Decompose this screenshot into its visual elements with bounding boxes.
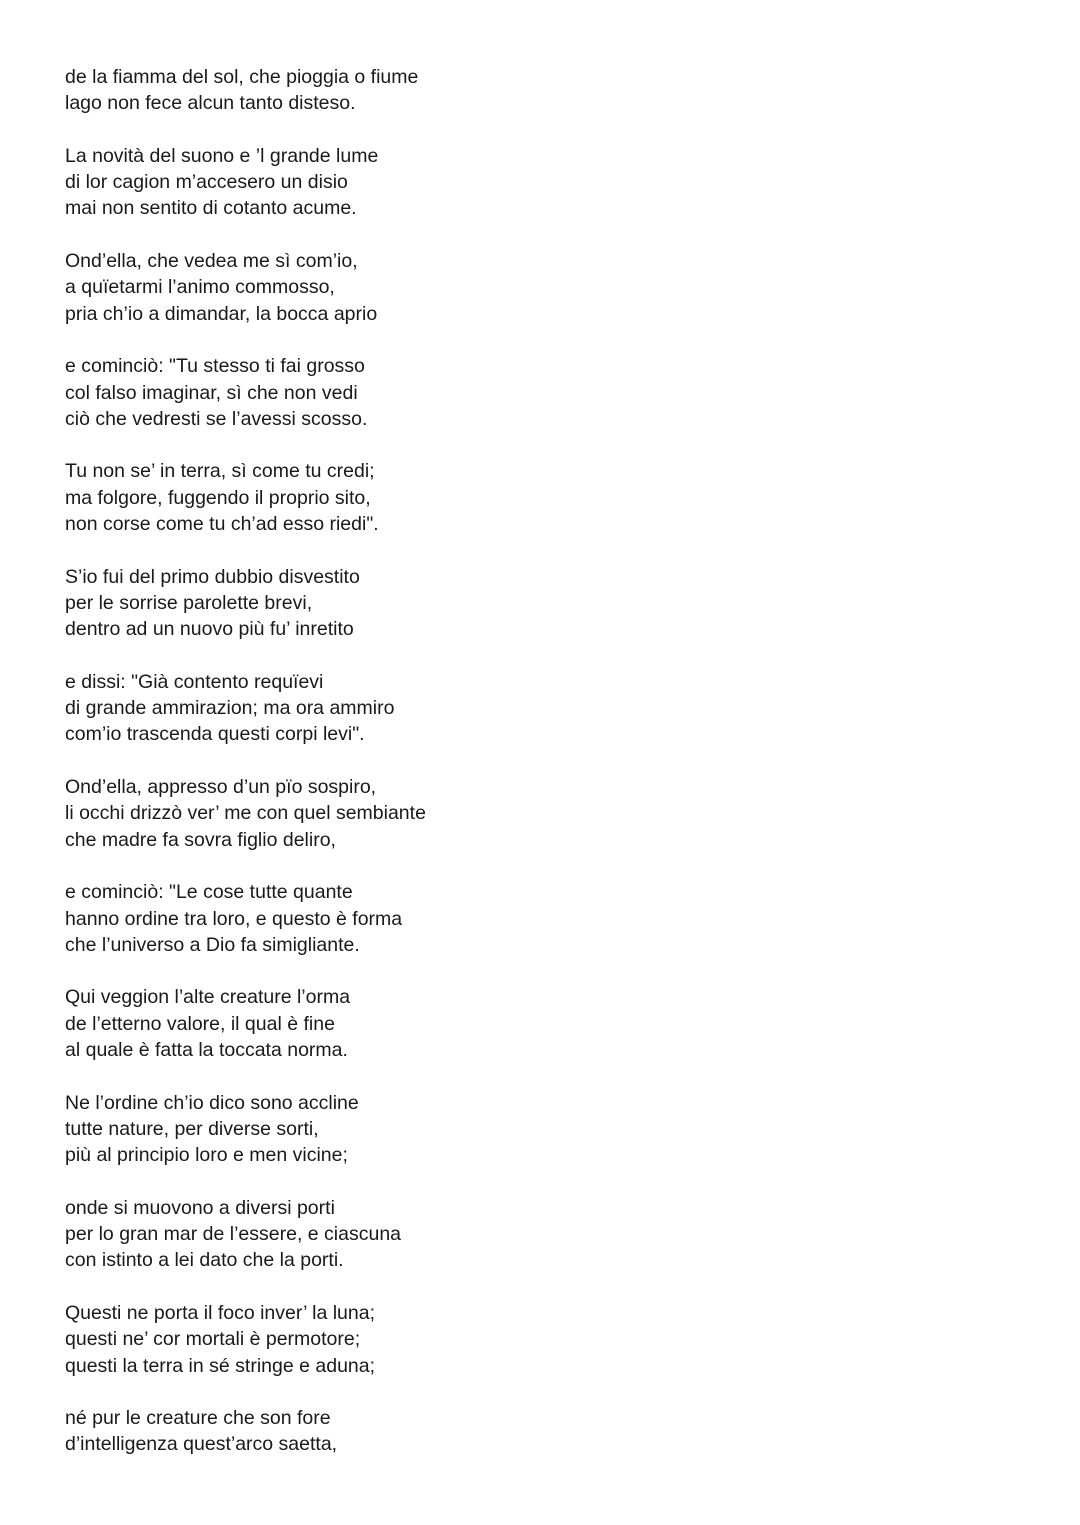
- verse-line: tutte nature, per diverse sorti,: [65, 1117, 319, 1140]
- verse-line: e cominciò: "Le cose tutte quante: [65, 881, 353, 904]
- stanza: [65, 1405, 1025, 1458]
- verse-line: al quale è fatta la toccata norma.: [65, 1038, 348, 1061]
- verse-line: mai non sentito di cotanto acume.: [65, 197, 357, 220]
- stanza: [65, 64, 1025, 117]
- verse-line: e cominciò: "Tu stesso ti fai grosso: [65, 355, 365, 378]
- stanza: [65, 564, 1025, 643]
- verse-line: d’intelligenza quest’arco saetta,: [65, 1433, 338, 1456]
- verse-line: La novità del suono e ’l grande lume: [65, 144, 379, 167]
- verse-line: più al principio loro e men vicine;: [65, 1144, 348, 1167]
- verse-line: Ond’ella, che vedea me sì com’io,: [65, 250, 358, 273]
- verse-line: lago non fece alcun tanto disteso.: [65, 92, 356, 115]
- stanza: [65, 458, 1025, 537]
- verse-line: com’io trascenda questi corpi levi".: [65, 723, 365, 746]
- verse-line: che madre fa sovra figlio deliro,: [65, 828, 336, 851]
- stanza: [65, 1195, 1025, 1274]
- stanza: [65, 143, 1025, 222]
- verse-line: onde si muovono a diversi porti: [65, 1196, 335, 1219]
- verse-line: Questi ne porta il foco inver’ la luna;: [65, 1301, 376, 1324]
- verse-line: li occhi drizzò ver’ me con quel sembiante: [65, 802, 426, 825]
- stanza: [65, 1300, 1025, 1379]
- verse-line: col falso imaginar, sì che non vedi: [65, 381, 358, 404]
- verse-line: non corse come tu ch’ad esso riedi".: [65, 513, 379, 536]
- verse-line: Tu non se’ in terra, sì come tu credi;: [65, 460, 375, 483]
- verse-line: né pur le creature che son fore: [65, 1407, 331, 1430]
- verse-line: hanno ordine tra loro, e questo è forma: [65, 907, 403, 930]
- verse-line: che l’universo a Dio fa simigliante.: [65, 933, 360, 956]
- verse-line: Ne l’ordine ch’io dico sono accline: [65, 1091, 359, 1114]
- stanza: [65, 248, 1025, 327]
- stanza: [65, 1090, 1025, 1169]
- verse-line: questi la terra in sé stringe e aduna;: [65, 1354, 376, 1377]
- verse-line: con istinto a lei dato che la porti.: [65, 1249, 344, 1272]
- verse-line: de la fiamma del sol, che pioggia o fiume: [65, 66, 419, 88]
- stanza: [65, 984, 1025, 1063]
- stanza: [65, 879, 1025, 958]
- verse-line: pria ch’io a dimandar, la bocca aprio: [65, 302, 378, 325]
- verse-line: S’io fui del primo dubbio disvestito: [65, 565, 360, 588]
- verse-line: Qui veggion l’alte creature l’orma: [65, 986, 351, 1009]
- stanza: [65, 774, 1025, 853]
- verse-line: questi ne’ cor mortali è permotore;: [65, 1328, 361, 1351]
- verse-line: dentro ad un nuovo più fu’ inretito: [65, 618, 354, 641]
- verse-line: di grande ammirazion; ma ora ammiro: [65, 697, 395, 720]
- verse-line: Ond’ella, appresso d’un pïo sospiro,: [65, 776, 377, 799]
- verse-line: a quïetarmi l’animo commosso,: [65, 276, 335, 299]
- verse-line: per le sorrise parolette brevi,: [65, 591, 313, 614]
- verse-line: di lor cagion m’accesero un disio: [65, 171, 348, 194]
- verse-line: de l’etterno valore, il qual è fine: [65, 1012, 335, 1035]
- verse-line: per lo gran mar de l’essere, e ciascuna: [65, 1223, 402, 1246]
- poem-text: [65, 64, 1025, 1484]
- verse-line: ma folgore, fuggendo il proprio sito,: [65, 486, 371, 509]
- stanza: [65, 353, 1025, 432]
- verse-line: e dissi: "Già contento requïevi: [65, 670, 324, 693]
- verse-line: ciò che vedresti se l’avessi scosso.: [65, 407, 368, 430]
- stanza: [65, 669, 1025, 748]
